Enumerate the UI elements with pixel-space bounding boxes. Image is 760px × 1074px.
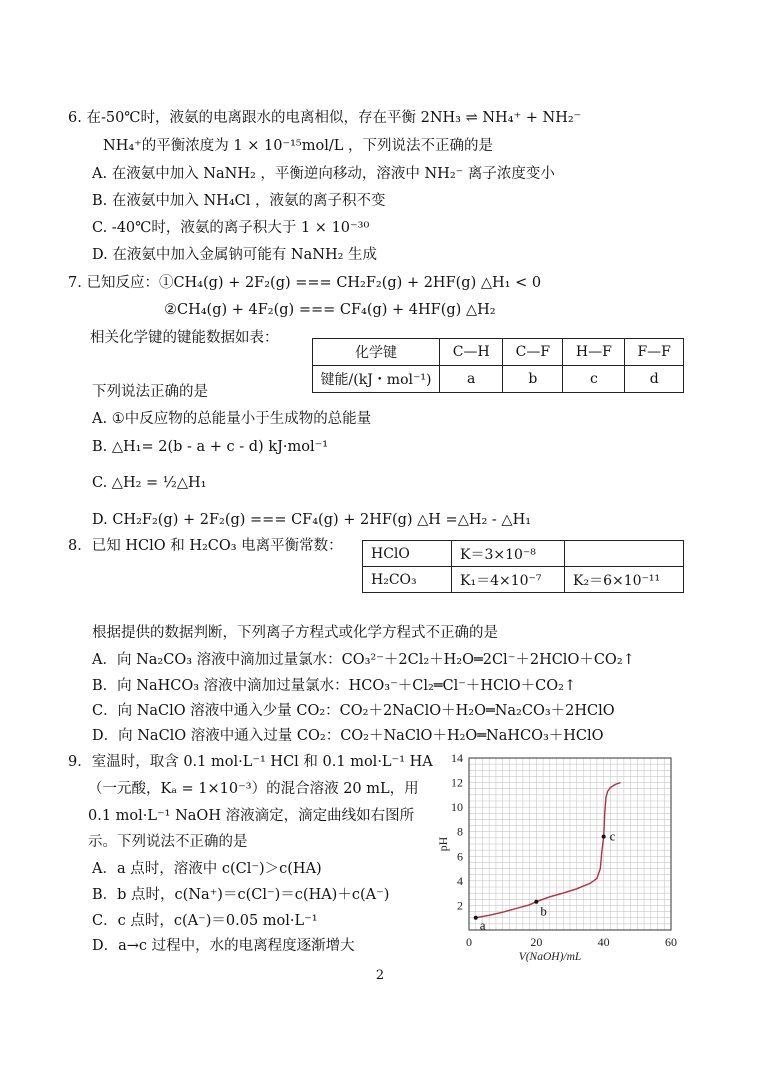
x-tick-label: 20 [530,935,543,949]
y-tick-label: 6 [457,849,463,864]
table-cell: a [440,366,503,393]
x-axis-label: V(NaOH)/mL [518,951,582,962]
q7-option-d: D. CH₂F₂(g) + 2F₂(g) === CF₄(g) + 2HF(g) △H =△H₂ - △H₁ [92,512,532,528]
table-cell: HClO [363,541,452,567]
q6-stem-line1: 6. 在-50℃时，液氨的电离跟水的电离相似，存在平衡 2NH₃ ⇌ NH₄⁺ + NH₂⁻ [68,110,582,126]
q8-option-a: A．向 Na₂CO₃ 溶液中滴加过量氯水：CO₃²⁻＋2Cl₂＋H₂O═2Cl⁻＋2HClO＋CO₂↑ [92,652,635,668]
x-tick-label: 0 [466,935,472,949]
table-cell: C—H [440,339,503,366]
table-cell: K＝3×10⁻⁸ [452,541,565,567]
q8-option-d: D．向 NaClO 溶液中通入过量 CO₂：CO₂＋NaClO＋H₂O═NaHCO₃＋HClO [92,728,604,744]
q8-option-c: C．向 NaClO 溶液中通入少量 CO₂：CO₂＋2NaClO＋H₂O═Na₂CO₃＋2HClO [92,703,615,719]
q6-option-b: B. 在液氨中加入 NH₄Cl ，液氨的离子积不变 [92,193,386,209]
table-row [363,567,684,593]
table-row [313,339,684,366]
q7-option-b: B. △H₁= 2(b - a + c - d) kJ·mol⁻¹ [92,439,329,455]
q6-option-a: A. 在液氨中加入 NaNH₂ ，平衡逆向移动，溶液中 NH₂⁻ 离子浓度变小 [92,166,555,182]
table-cell: F—F [625,339,684,366]
point-c-label: c [609,828,616,844]
q9-stem-line1: 9．室温时，取含 0.1 mol·L⁻¹ HCl 和 0.1 mol·L⁻¹ HA [68,754,433,770]
ionization-constant-table [362,540,684,593]
q6-stem-line2: NH₄⁺的平衡浓度为 1 × 10⁻¹⁵mol/L ，下列说法不正确的是 [103,138,493,154]
q7-stem-line2: ②CH₄(g) + 4F₂(g) === CF₄(g) + 4HF(g) △H₂ [164,302,496,318]
q9-stem-line3: 0.1 mol·L⁻¹ NaOH 溶液滴定，滴定曲线如右图所 [88,808,415,824]
table-cell: b [503,366,563,393]
q9-option-b: B．b 点时，c(Na⁺)＝c(Cl⁻)＝c(HA)＋c(A⁻) [92,887,390,903]
y-tick-label: 14 [451,751,463,765]
page-number: 2 [375,968,385,983]
y-tick-label: 10 [451,800,463,815]
titration-curve-chart [425,750,700,962]
q9-option-d: D．a→c 过程中，水的电离程度逐渐增大 [92,938,355,954]
y-tick-label: 12 [451,775,463,790]
table-cell: C—F [503,339,563,366]
bond-energy-table [312,338,684,393]
q7-stem-line1: 7. 已知反应：①CH₄(g) + 2F₂(g) === CH₂F₂(g) + 2HF(g) △H₁ < 0 [68,275,542,291]
q8-stem-line2: 根据提供的数据判断，下列离子方程式或化学方程式不正确的是 [92,625,498,641]
table-cell: H₂CO₃ [363,567,452,593]
table-cell [565,541,684,567]
x-tick-label: 40 [597,935,610,949]
q9-option-a: A．a 点时，溶液中 c(Cl⁻)＞c(HA) [92,861,322,877]
q6-option-d: D. 在液氨中加入金属钠可能有 NaNH₂ 生成 [92,247,378,263]
q7-stem-line4: 下列说法正确的是 [92,384,208,400]
q7-option-c: C. △H₂ = ½△H₁ [92,475,207,491]
q8-option-b: B．向 NaHCO₃ 溶液中滴加过量氯水：HCO₃⁻＋Cl₂═Cl⁻＋HClO＋CO₂↑ [92,678,577,694]
q9-stem-line2: （一元酸，Kₐ = 1×10⁻³）的混合溶液 20 mL，用 [88,781,419,797]
table-cell: K₂＝6×10⁻¹¹ [565,567,684,593]
table-row [313,366,684,393]
y-tick-label: 4 [457,873,463,888]
table-row [363,541,684,567]
table-cell: d [625,366,684,393]
q7-stem-line3: 相关化学键的键能数据如表： [90,330,279,346]
x-tick-label: 60 [665,935,677,949]
point-b-label: b [540,903,547,919]
table-cell: K₁＝4×10⁻⁷ [452,567,565,593]
y-tick-label: 8 [457,824,463,839]
table-cell: 化学键 [313,339,440,366]
point-c-marker [602,835,606,839]
point-a-marker [474,916,478,920]
q9-option-c: C．c 点时，c(A⁻)＝0.05 mol·L⁻¹ [92,913,318,929]
table-cell: 键能/(kJ・mol⁻¹) [313,366,440,393]
point-a-label: a [479,917,486,933]
q7-option-a: A. ①中反应物的总能量小于生成物的总能量 [92,411,372,427]
q8-stem-line1: 8．已知 HClO 和 H₂CO₃ 电离平衡常数： [68,538,343,554]
table-cell: H—F [563,339,625,366]
q9-stem-line4: 示。下列说法不正确的是 [88,834,248,850]
q6-option-c: C. -40℃时，液氨的离子积大于 1 × 10⁻³⁰ [92,220,370,236]
y-axis-label: pH [436,836,450,852]
point-b-marker [534,900,538,904]
table-cell: c [563,366,625,393]
y-tick-label: 2 [457,898,463,913]
